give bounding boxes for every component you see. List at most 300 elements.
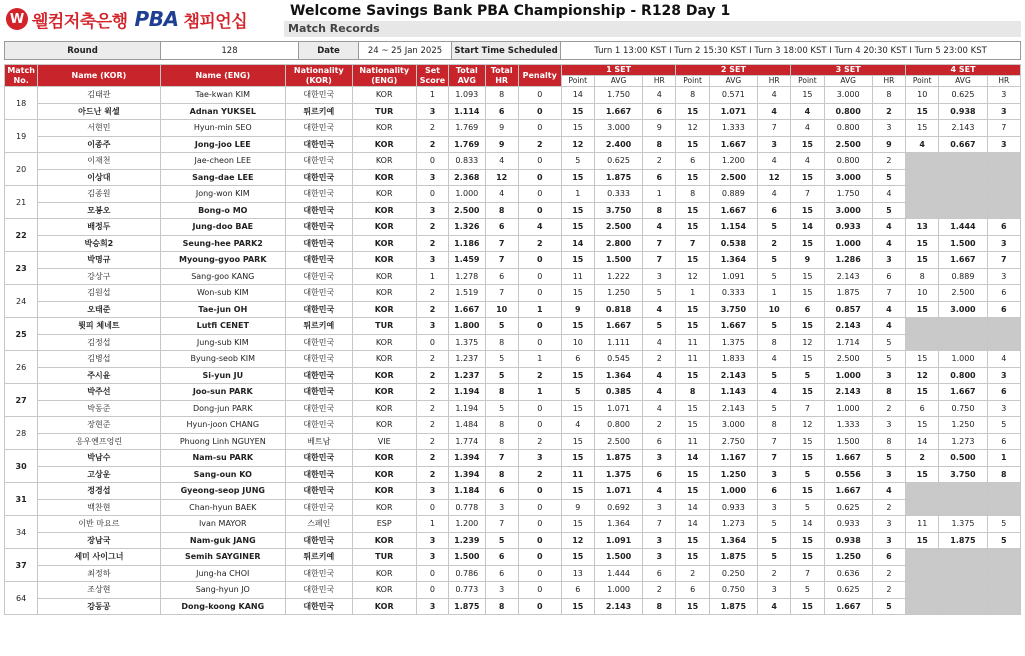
player-name-eng: Jae-cheon LEE: [160, 153, 286, 170]
set-score: 2: [416, 384, 448, 401]
set-4-avg: 1.667: [939, 252, 987, 269]
table-row: [5, 87, 1021, 104]
set-3-avg: 0.857: [824, 301, 872, 318]
set-2-hr: 1: [758, 285, 791, 302]
round-value: 128: [161, 42, 299, 59]
set-1-avg: 1.222: [594, 268, 642, 285]
set-3-avg: 3.000: [824, 87, 872, 104]
nationality-eng: TUR: [352, 103, 416, 120]
table-row: [5, 417, 1021, 434]
set-4-avg: 0.889: [939, 268, 987, 285]
empty-set-cell: [939, 202, 987, 219]
table-row: [5, 384, 1021, 401]
player-name-eng: Dong-jun PARK: [160, 400, 286, 417]
set-1-point: 5: [561, 384, 594, 401]
set-3-point: 12: [791, 334, 824, 351]
nationality-eng: KOR: [352, 219, 416, 236]
empty-set-cell: [906, 565, 939, 582]
match-number: 26: [5, 351, 38, 384]
col-set-4-point: Point: [906, 76, 939, 87]
set-2-hr: 8: [758, 417, 791, 434]
set-2-avg: 1.667: [709, 318, 757, 335]
table-row: [5, 120, 1021, 137]
nationality-eng: KOR: [352, 384, 416, 401]
set-2-hr: 5: [758, 367, 791, 384]
table-row: [5, 219, 1021, 236]
set-2-point: 11: [676, 334, 709, 351]
nationality-eng: KOR: [352, 334, 416, 351]
set-3-point: 15: [791, 285, 824, 302]
set-1-point: 12: [561, 532, 594, 549]
set-3-point: 5: [791, 367, 824, 384]
penalty: 0: [518, 285, 561, 302]
set-score: 2: [416, 367, 448, 384]
total-avg: 0.773: [449, 582, 485, 599]
set-3-avg: 0.933: [824, 219, 872, 236]
empty-set-cell: [987, 153, 1020, 170]
set-1-point: 15: [561, 400, 594, 417]
total-avg: 1.194: [449, 400, 485, 417]
set-4-avg: 2.500: [939, 285, 987, 302]
set-2-hr: 5: [758, 516, 791, 533]
subtitle-bar: [284, 21, 1021, 37]
set-3-point: 4: [791, 120, 824, 137]
set-4-avg: 3.750: [939, 466, 987, 483]
set-2-avg: 1.154: [709, 219, 757, 236]
set-2-avg: 1.875: [709, 598, 757, 615]
total-avg: 1.667: [449, 301, 485, 318]
col-set-4: 4 SET: [906, 65, 1021, 76]
set-1-hr: 4: [643, 400, 676, 417]
player-name-kor: 배정두: [38, 219, 160, 236]
nationality-kor: 대한민국: [286, 268, 353, 285]
empty-set-cell: [939, 565, 987, 582]
set-1-hr: 2: [643, 417, 676, 434]
total-avg: 1.484: [449, 417, 485, 434]
set-1-point: 9: [561, 301, 594, 318]
penalty: 1: [518, 351, 561, 368]
nationality-kor: 대한민국: [286, 384, 353, 401]
total-hr: 7: [485, 252, 518, 269]
set-2-hr: 7: [758, 433, 791, 450]
set-1-point: 14: [561, 87, 594, 104]
set-1-avg: 2.143: [594, 598, 642, 615]
player-name-kor: 세미 사이그너: [38, 549, 160, 566]
col-set-3-hr: HR: [872, 76, 905, 87]
set-4-hr: 3: [987, 103, 1020, 120]
player-name-eng: Tae-jun OH: [160, 301, 286, 318]
player-name-eng: Sang-hyun JO: [160, 582, 286, 599]
set-2-point: 15: [676, 103, 709, 120]
set-4-hr: 6: [987, 301, 1020, 318]
table-row: [5, 565, 1021, 582]
set-2-avg: 1.000: [709, 483, 757, 500]
set-4-point: 15: [906, 417, 939, 434]
set-3-point: 15: [791, 318, 824, 335]
nationality-kor: 대한민국: [286, 120, 353, 137]
table-row: [5, 351, 1021, 368]
set-score: 3: [416, 483, 448, 500]
total-hr: 8: [485, 598, 518, 615]
set-score: 3: [416, 532, 448, 549]
empty-set-cell: [906, 202, 939, 219]
player-name-eng: Adnan YUKSEL: [160, 103, 286, 120]
set-4-avg: 0.667: [939, 136, 987, 153]
total-hr: 8: [485, 384, 518, 401]
nationality-eng: KOR: [352, 120, 416, 137]
total-hr: 9: [485, 136, 518, 153]
set-3-hr: 3: [872, 516, 905, 533]
col-set-2-hr: HR: [758, 76, 791, 87]
set-2-avg: 0.889: [709, 186, 757, 203]
player-name-eng: Lutfi CENET: [160, 318, 286, 335]
set-3-point: 15: [791, 169, 824, 186]
nationality-kor: 대한민국: [286, 532, 353, 549]
empty-set-cell: [906, 483, 939, 500]
empty-set-cell: [987, 565, 1020, 582]
player-name-kor: 강상구: [38, 268, 160, 285]
set-2-hr: 5: [758, 268, 791, 285]
penalty: 0: [518, 202, 561, 219]
match-number: 20: [5, 153, 38, 186]
set-1-point: 15: [561, 433, 594, 450]
set-1-avg: 0.800: [594, 417, 642, 434]
set-2-hr: 5: [758, 219, 791, 236]
set-1-avg: 1.667: [594, 103, 642, 120]
set-score: 2: [416, 120, 448, 137]
player-name-kor: 응우옌프엉린: [38, 433, 160, 450]
nationality-eng: KOR: [352, 400, 416, 417]
set-1-hr: 8: [643, 598, 676, 615]
set-1-hr: 3: [643, 549, 676, 566]
set-1-point: 11: [561, 466, 594, 483]
set-2-point: 15: [676, 367, 709, 384]
match-number: 23: [5, 252, 38, 285]
total-avg: 1.326: [449, 219, 485, 236]
player-name-eng: Seung-hee PARK2: [160, 235, 286, 252]
set-3-avg: 0.800: [824, 120, 872, 137]
set-3-hr: 4: [872, 301, 905, 318]
set-score: 2: [416, 400, 448, 417]
set-2-point: 15: [676, 252, 709, 269]
page-subtitle: Match Records: [288, 22, 380, 35]
table-row: [5, 301, 1021, 318]
match-records-table: [4, 64, 1021, 615]
set-3-point: 14: [791, 516, 824, 533]
set-2-point: 15: [676, 400, 709, 417]
set-2-hr: 2: [758, 235, 791, 252]
set-4-point: 10: [906, 285, 939, 302]
player-name-kor: 이상대: [38, 169, 160, 186]
player-name-eng: Myoung-gyoo PARK: [160, 252, 286, 269]
nationality-kor: 대한민국: [286, 219, 353, 236]
empty-set-cell: [906, 582, 939, 599]
col-name-kor: Name (KOR): [38, 65, 160, 87]
nationality-eng: ESP: [352, 516, 416, 533]
match-number: 27: [5, 384, 38, 417]
set-3-hr: 4: [872, 483, 905, 500]
set-1-avg: 1.500: [594, 252, 642, 269]
set-score: 0: [416, 153, 448, 170]
player-name-kor: 박주선: [38, 384, 160, 401]
table-row: [5, 186, 1021, 203]
col-set-1-point: Point: [561, 76, 594, 87]
set-2-point: 15: [676, 136, 709, 153]
player-name-eng: Jung-doo BAE: [160, 219, 286, 236]
set-3-avg: 1.500: [824, 433, 872, 450]
set-1-hr: 4: [643, 219, 676, 236]
penalty: 0: [518, 582, 561, 599]
set-3-hr: 2: [872, 565, 905, 582]
nationality-eng: KOR: [352, 285, 416, 302]
nationality-kor: 대한민국: [286, 186, 353, 203]
set-2-hr: 8: [758, 334, 791, 351]
set-2-hr: 3: [758, 466, 791, 483]
set-1-point: 15: [561, 318, 594, 335]
player-name-kor: 이반 마요르: [38, 516, 160, 533]
set-2-point: 15: [676, 532, 709, 549]
set-1-point: 15: [561, 219, 594, 236]
player-name-eng: Gyeong-seop JUNG: [160, 483, 286, 500]
nationality-eng: KOR: [352, 153, 416, 170]
set-2-avg: 1.167: [709, 450, 757, 467]
penalty: 0: [518, 169, 561, 186]
logo-pba: PBA: [134, 7, 179, 31]
table-row: [5, 103, 1021, 120]
player-name-kor: 모봉오: [38, 202, 160, 219]
player-name-kor: 김태관: [38, 87, 160, 104]
total-hr: 4: [485, 153, 518, 170]
set-1-avg: 0.385: [594, 384, 642, 401]
nationality-eng: TUR: [352, 318, 416, 335]
set-1-hr: 3: [643, 450, 676, 467]
player-name-eng: Nam-su PARK: [160, 450, 286, 467]
set-4-point: 15: [906, 384, 939, 401]
set-score: 3: [416, 549, 448, 566]
nationality-eng: TUR: [352, 549, 416, 566]
total-avg: 1.800: [449, 318, 485, 335]
player-name-kor: 서현민: [38, 120, 160, 137]
set-4-hr: 6: [987, 285, 1020, 302]
set-1-point: 11: [561, 268, 594, 285]
empty-set-cell: [987, 334, 1020, 351]
nationality-kor: 대한민국: [286, 252, 353, 269]
set-4-point: 12: [906, 367, 939, 384]
nationality-kor: 튀르키예: [286, 318, 353, 335]
penalty: 2: [518, 235, 561, 252]
total-hr: 8: [485, 87, 518, 104]
empty-set-cell: [906, 334, 939, 351]
set-1-point: 12: [561, 136, 594, 153]
set-3-point: 15: [791, 268, 824, 285]
set-1-avg: 1.091: [594, 532, 642, 549]
set-2-point: 7: [676, 235, 709, 252]
total-hr: 8: [485, 433, 518, 450]
penalty: 0: [518, 334, 561, 351]
player-name-kor: 강동공: [38, 598, 160, 615]
penalty: 0: [518, 153, 561, 170]
nationality-eng: KOR: [352, 499, 416, 516]
set-4-hr: 6: [987, 433, 1020, 450]
nationality-kor: 대한민국: [286, 499, 353, 516]
set-4-point: 15: [906, 466, 939, 483]
set-2-point: 15: [676, 483, 709, 500]
set-4-point: 2: [906, 450, 939, 467]
player-name-kor: 김정섭: [38, 334, 160, 351]
set-2-point: 15: [676, 549, 709, 566]
set-1-hr: 5: [643, 285, 676, 302]
empty-set-cell: [906, 549, 939, 566]
table-row: [5, 582, 1021, 599]
match-number: 18: [5, 87, 38, 120]
set-3-avg: 1.286: [824, 252, 872, 269]
set-1-avg: 2.400: [594, 136, 642, 153]
total-hr: 4: [485, 186, 518, 203]
col-total-hr: Total HR: [485, 65, 518, 87]
empty-set-cell: [906, 598, 939, 615]
set-score: 0: [416, 582, 448, 599]
set-1-point: 15: [561, 252, 594, 269]
col-penalty: Penalty: [518, 65, 561, 87]
total-avg: 1.278: [449, 268, 485, 285]
total-hr: 12: [485, 169, 518, 186]
set-3-hr: 5: [872, 202, 905, 219]
set-3-avg: 0.625: [824, 582, 872, 599]
set-3-hr: 6: [872, 549, 905, 566]
set-3-hr: 5: [872, 169, 905, 186]
total-hr: 10: [485, 301, 518, 318]
total-avg: 1.769: [449, 136, 485, 153]
set-2-hr: 3: [758, 499, 791, 516]
total-avg: 1.237: [449, 367, 485, 384]
set-3-avg: 2.143: [824, 318, 872, 335]
nationality-eng: KOR: [352, 186, 416, 203]
set-3-avg: 0.625: [824, 499, 872, 516]
set-3-avg: 1.667: [824, 450, 872, 467]
set-2-avg: 0.933: [709, 499, 757, 516]
set-2-hr: 5: [758, 532, 791, 549]
set-1-point: 15: [561, 367, 594, 384]
set-2-avg: 0.571: [709, 87, 757, 104]
set-3-avg: 3.000: [824, 202, 872, 219]
set-score: 1: [416, 268, 448, 285]
set-3-point: 5: [791, 499, 824, 516]
set-2-point: 15: [676, 466, 709, 483]
set-2-avg: 1.364: [709, 252, 757, 269]
empty-set-cell: [987, 582, 1020, 599]
set-3-avg: 2.500: [824, 136, 872, 153]
set-3-avg: 1.000: [824, 235, 872, 252]
set-4-hr: 7: [987, 252, 1020, 269]
set-3-avg: 1.333: [824, 417, 872, 434]
nationality-kor: 튀르키예: [286, 549, 353, 566]
brand-logo: [6, 4, 278, 34]
set-1-point: 15: [561, 202, 594, 219]
set-2-hr: 4: [758, 598, 791, 615]
player-name-eng: Jung-sub KIM: [160, 334, 286, 351]
player-name-eng: Semih SAYGINER: [160, 549, 286, 566]
set-1-avg: 0.625: [594, 153, 642, 170]
set-1-point: 9: [561, 499, 594, 516]
penalty: 2: [518, 136, 561, 153]
empty-set-cell: [939, 582, 987, 599]
set-2-point: 15: [676, 417, 709, 434]
nationality-kor: 대한민국: [286, 235, 353, 252]
set-3-hr: 3: [872, 120, 905, 137]
set-1-hr: 3: [643, 499, 676, 516]
set-2-point: 11: [676, 351, 709, 368]
set-2-hr: 6: [758, 202, 791, 219]
set-4-point: 15: [906, 301, 939, 318]
set-2-hr: 5: [758, 318, 791, 335]
set-1-avg: 0.818: [594, 301, 642, 318]
set-1-avg: 1.111: [594, 334, 642, 351]
set-4-hr: 7: [987, 120, 1020, 137]
set-2-hr: 4: [758, 351, 791, 368]
set-2-avg: 0.538: [709, 235, 757, 252]
table-row: [5, 499, 1021, 516]
set-4-point: 10: [906, 87, 939, 104]
set-3-point: 15: [791, 549, 824, 566]
set-4-point: 15: [906, 252, 939, 269]
match-number: 24: [5, 285, 38, 318]
set-3-hr: 3: [872, 532, 905, 549]
total-hr: 5: [485, 351, 518, 368]
player-name-eng: Jung-ha CHOI: [160, 565, 286, 582]
set-1-hr: 6: [643, 466, 676, 483]
set-4-avg: 1.444: [939, 219, 987, 236]
penalty: 0: [518, 103, 561, 120]
table-row: [5, 598, 1021, 615]
nationality-eng: KOR: [352, 417, 416, 434]
set-1-hr: 4: [643, 367, 676, 384]
set-3-hr: 5: [872, 598, 905, 615]
total-hr: 5: [485, 532, 518, 549]
set-score: 2: [416, 450, 448, 467]
total-avg: 1.200: [449, 516, 485, 533]
set-1-avg: 1.250: [594, 285, 642, 302]
table-row: [5, 334, 1021, 351]
set-1-hr: 6: [643, 103, 676, 120]
set-3-avg: 1.667: [824, 598, 872, 615]
player-name-eng: Sang-dae LEE: [160, 169, 286, 186]
set-1-avg: 1.500: [594, 549, 642, 566]
empty-set-cell: [987, 598, 1020, 615]
set-3-hr: 3: [872, 367, 905, 384]
set-2-hr: 10: [758, 301, 791, 318]
penalty: 0: [518, 516, 561, 533]
set-2-avg: 2.143: [709, 367, 757, 384]
set-1-avg: 2.800: [594, 235, 642, 252]
set-4-point: 14: [906, 433, 939, 450]
total-avg: 1.237: [449, 351, 485, 368]
match-number: 30: [5, 450, 38, 483]
total-avg: 1.000: [449, 186, 485, 203]
set-1-hr: 2: [643, 153, 676, 170]
penalty: 2: [518, 466, 561, 483]
set-3-point: 15: [791, 384, 824, 401]
set-2-hr: 4: [758, 153, 791, 170]
set-1-point: 15: [561, 516, 594, 533]
player-name-eng: Nam-guk JANG: [160, 532, 286, 549]
set-3-avg: 0.800: [824, 153, 872, 170]
set-2-point: 15: [676, 169, 709, 186]
set-2-point: 12: [676, 120, 709, 137]
player-name-kor: 륏피 체네트: [38, 318, 160, 335]
set-4-hr: 6: [987, 219, 1020, 236]
total-hr: 7: [485, 516, 518, 533]
total-avg: 1.875: [449, 598, 485, 615]
